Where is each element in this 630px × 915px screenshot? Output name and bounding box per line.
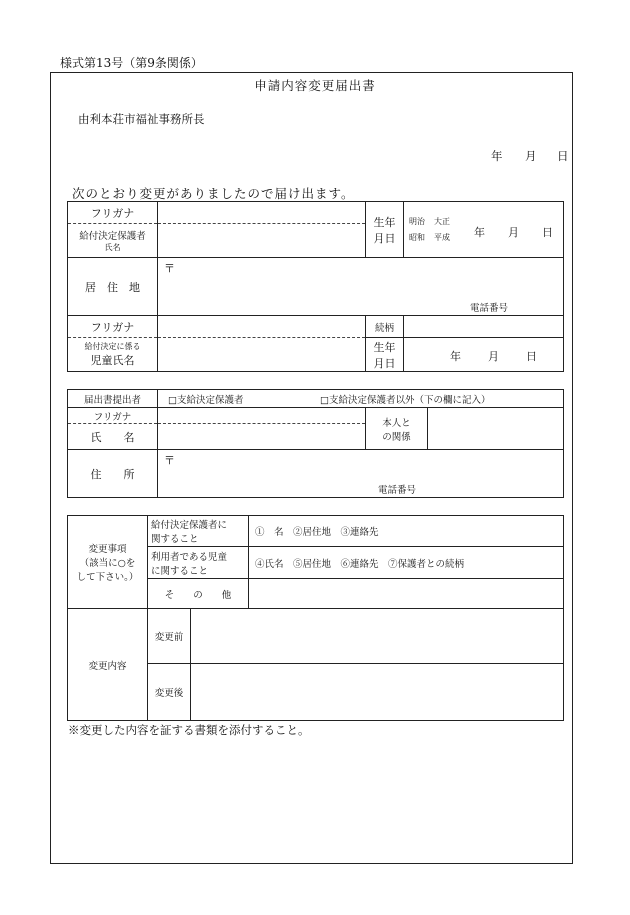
- child-birth-year-label: 年: [450, 350, 461, 363]
- child-birth-month-label: 月: [488, 350, 499, 363]
- submitter-furigana-field[interactable]: [158, 408, 366, 424]
- submitter-furigana-label: フリガナ: [68, 408, 158, 424]
- other-field[interactable]: [249, 579, 564, 609]
- guardian-related-label: 給付決定保護者に 関すること: [148, 516, 249, 547]
- child-birth-label: 生年 月日: [366, 338, 404, 372]
- submitter-label: 届出書提出者: [68, 390, 158, 408]
- submitter-address-label: 住 所: [68, 450, 158, 498]
- relationship-label: 続柄: [366, 316, 404, 338]
- postal-mark: 〒: [164, 262, 175, 275]
- relation-field[interactable]: [428, 408, 564, 450]
- change-content-label: 変更内容: [68, 609, 148, 721]
- era-showa: 昭和: [409, 233, 425, 242]
- guardian-change-options[interactable]: ① 名 ②居住地 ③連絡先: [249, 516, 564, 547]
- birth-year-label: 年: [474, 226, 485, 239]
- submitter-phone-label: 電話番号: [378, 485, 417, 496]
- phone-label: 電話番号: [470, 303, 509, 314]
- relation-label: 本人と の関係: [366, 408, 428, 450]
- residence-label: 居 住 地: [68, 258, 158, 316]
- option-other-checkbox[interactable]: □支給決定保護者以外（下の欄に記入）: [320, 395, 491, 406]
- guardian-name-label: 給付決定保護者 氏名: [68, 224, 158, 258]
- notice-text: 次のとおり変更がありましたので届け出ます。: [72, 186, 355, 201]
- child-furigana-label: フリガナ: [68, 316, 158, 338]
- child-birthdate-field[interactable]: [404, 338, 564, 372]
- submitter-name-field[interactable]: [158, 424, 366, 450]
- applicant-table: [67, 201, 564, 372]
- change-table: [67, 515, 564, 721]
- other-label: そ の 他: [148, 579, 249, 609]
- era-taisho: 大正: [434, 217, 450, 226]
- after-label: 変更後: [148, 664, 191, 721]
- form-title: 申請内容変更届出書: [254, 78, 376, 93]
- child-change-options[interactable]: ④氏名 ⑤居住地 ⑥連絡先 ⑦保護者との続柄: [249, 547, 564, 579]
- submitter-options: [158, 390, 564, 408]
- date-year-label: 年: [491, 149, 503, 163]
- era-meiji: 明治: [409, 217, 425, 226]
- child-name-field[interactable]: [158, 338, 366, 372]
- child-furigana-field[interactable]: [158, 316, 366, 338]
- option-guardian-checkbox[interactable]: □支給決定保護者: [168, 395, 244, 406]
- guardian-furigana-field[interactable]: [158, 202, 366, 224]
- child-related-label: 利用者である児童 に関すること: [148, 547, 249, 579]
- era-heisei: 平成: [434, 233, 450, 242]
- guardian-birthdate-field[interactable]: [404, 202, 564, 258]
- submitter-postal-mark: 〒: [164, 454, 175, 467]
- form-number: 様式第13号（第9条関係）: [60, 56, 203, 70]
- before-label: 変更前: [148, 609, 191, 664]
- child-birth-day-label: 日: [526, 350, 537, 363]
- addressee: 由利本荘市福祉事務所長: [78, 112, 205, 126]
- after-field[interactable]: [191, 664, 564, 721]
- submitter-address-field[interactable]: [158, 450, 564, 498]
- residence-field[interactable]: [158, 258, 564, 316]
- date-day-label: 日: [557, 149, 569, 163]
- submitter-name-label: 氏 名: [68, 424, 158, 450]
- footnote: ※変更した内容を証する書類を添付すること。: [68, 723, 310, 737]
- change-items-label: 変更事項 （該当に○を して下さい。）: [68, 516, 148, 609]
- guardian-name-field[interactable]: [158, 224, 366, 258]
- relationship-field[interactable]: [404, 316, 564, 338]
- birth-month-label: 月: [508, 226, 519, 239]
- submitter-table: [67, 389, 564, 498]
- child-name-label: 給付決定に係る 児童氏名: [68, 338, 158, 372]
- before-field[interactable]: [191, 609, 564, 664]
- birth-label: 生年 月日: [366, 202, 404, 258]
- date-month-label: 月: [525, 149, 537, 163]
- furigana-label: フリガナ: [68, 202, 158, 224]
- birth-day-label: 日: [542, 226, 553, 239]
